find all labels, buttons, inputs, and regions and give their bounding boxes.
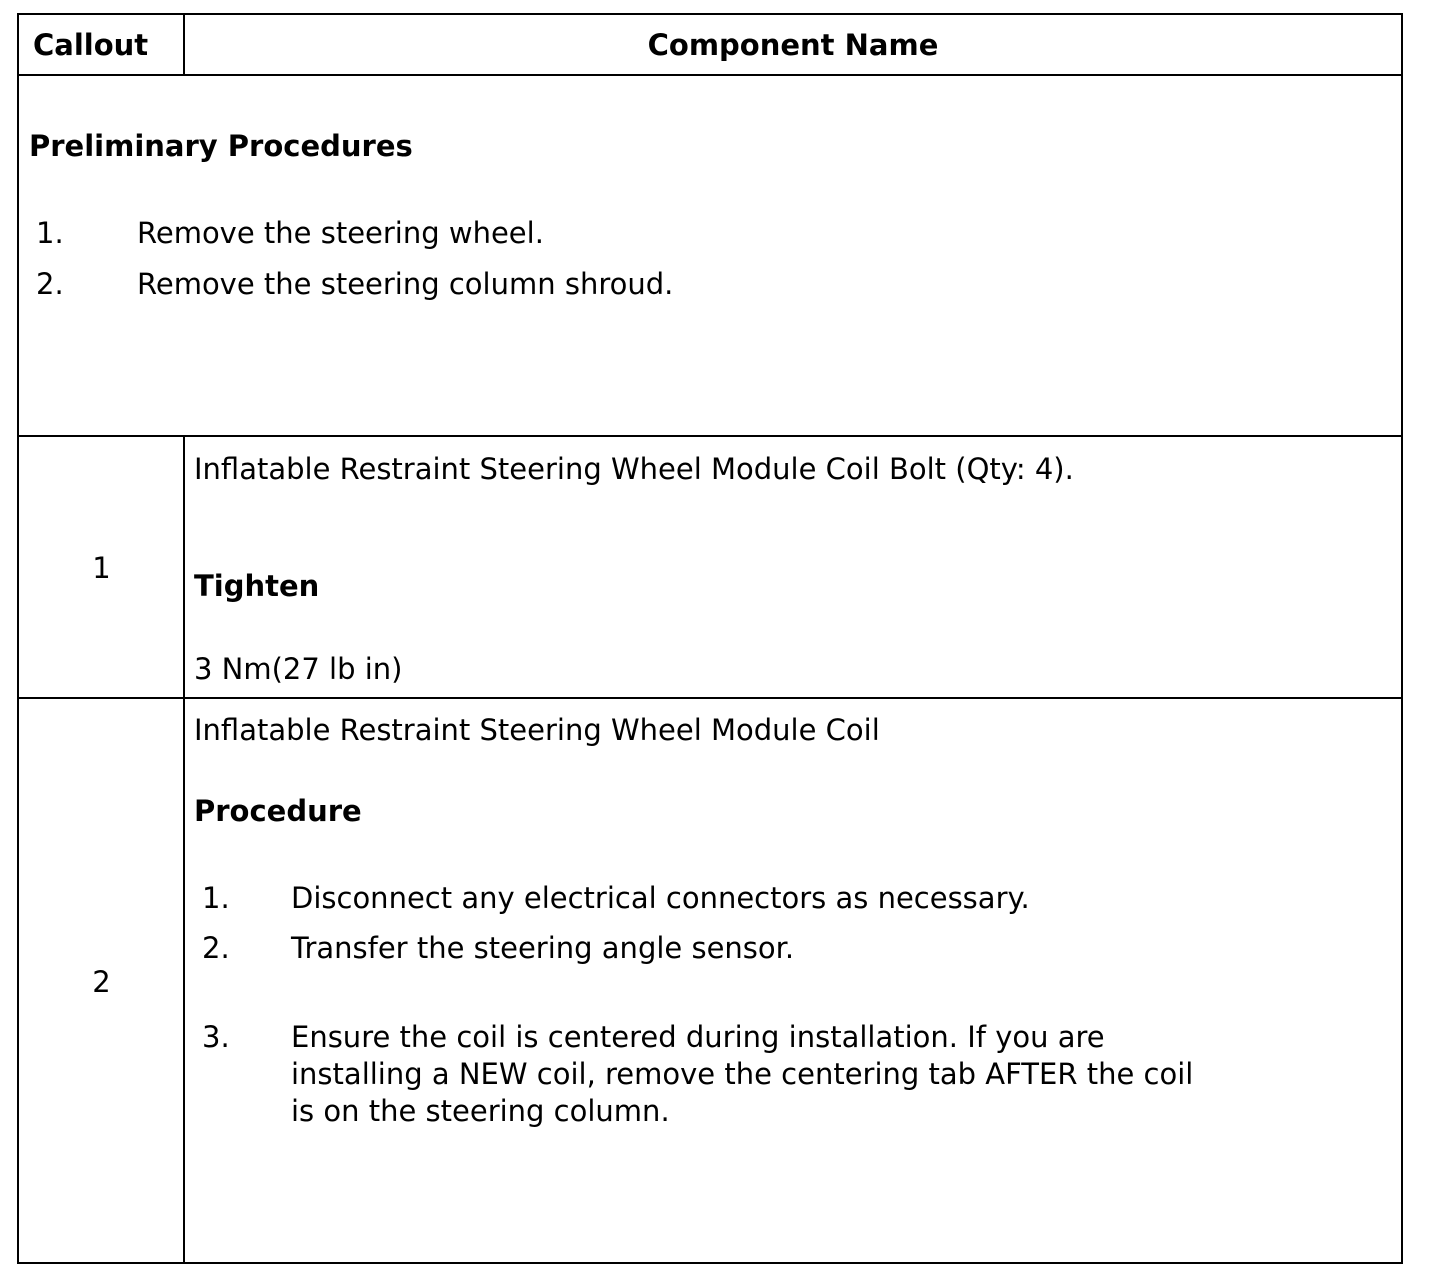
header-divider bbox=[183, 15, 185, 76]
preliminary-step-text: Remove the steering column shroud. bbox=[137, 267, 674, 301]
procedure-step-text: installing a NEW coil, remove the centering tab AFTER the coil bbox=[291, 1057, 1194, 1091]
section-rule bbox=[19, 435, 1401, 437]
procedure-step-text: is on the steering column. bbox=[291, 1094, 670, 1128]
procedure-step-num: 1. bbox=[202, 881, 230, 915]
procedure-step-num: 3. bbox=[202, 1020, 230, 1054]
component-name: Inflatable Restraint Steering Wheel Module Coil bbox=[194, 713, 880, 747]
preliminary-step-num: 1. bbox=[36, 216, 64, 250]
callout-number: 1 bbox=[92, 551, 111, 585]
procedure-step-text: Ensure the coil is centered during installation. If you are bbox=[291, 1020, 1105, 1054]
procedure-step-text: Transfer the steering angle sensor. bbox=[291, 931, 795, 965]
component-table bbox=[17, 13, 1403, 1264]
procedure-heading: Procedure bbox=[194, 794, 362, 828]
component-name: Inflatable Restraint Steering Wheel Module Coil Bolt (Qty: 4). bbox=[194, 452, 1074, 486]
row-rule bbox=[19, 697, 1401, 699]
header-rule bbox=[19, 74, 1401, 76]
preliminary-step-text: Remove the steering wheel. bbox=[137, 216, 544, 250]
preliminary-step-num: 2. bbox=[36, 267, 64, 301]
tighten-heading: Tighten bbox=[194, 569, 320, 603]
callout-header: Callout bbox=[33, 28, 149, 62]
procedure-step-num: 2. bbox=[202, 931, 230, 965]
callout-number: 2 bbox=[92, 965, 111, 999]
component-name-header: Component Name bbox=[647, 28, 939, 62]
procedure-step-text: Disconnect any electrical connectors as necessary. bbox=[291, 881, 1030, 915]
torque-spec: 3 Nm(27 lb in) bbox=[194, 652, 403, 686]
preliminary-title: Preliminary Procedures bbox=[29, 129, 413, 163]
